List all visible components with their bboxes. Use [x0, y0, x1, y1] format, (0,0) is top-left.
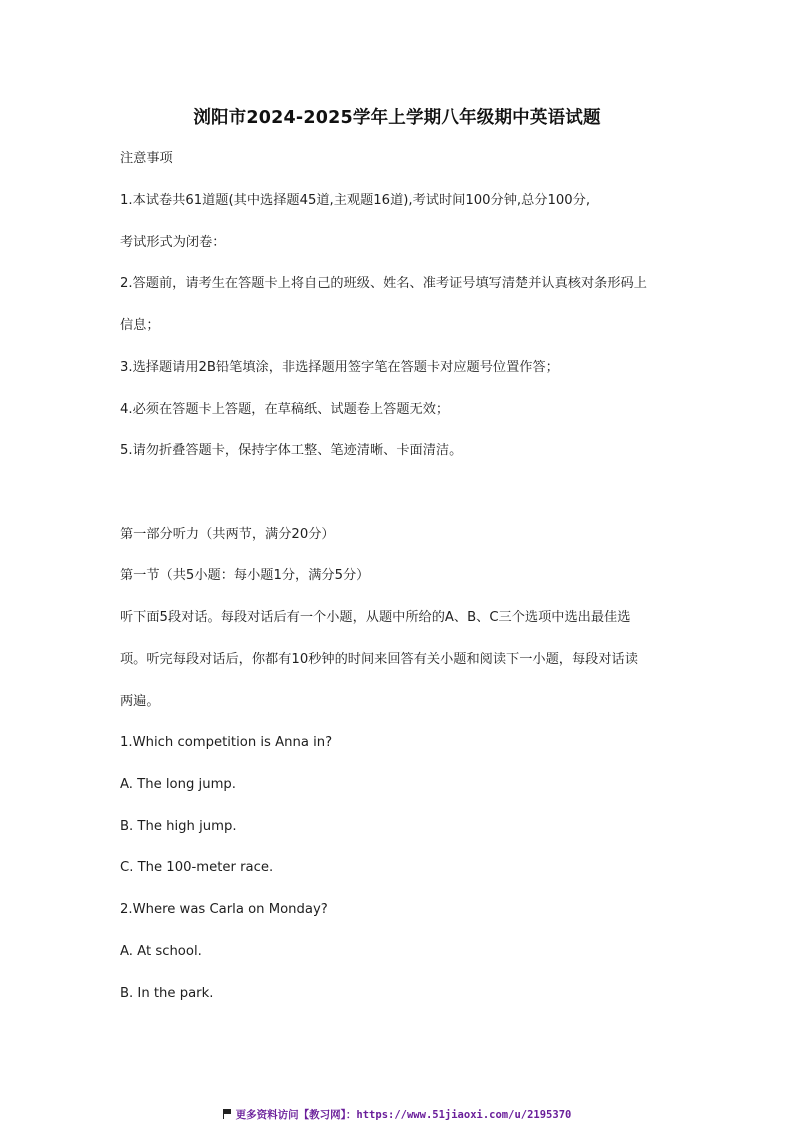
notice-item-2-line1: 2.答题前，请考生在答题卡上将自己的班级、姓名、准考证号填写清楚并认真核对条形码上: [120, 276, 647, 291]
part1-heading: 第一部分听力（共两节，满分20分）: [120, 527, 335, 542]
document-title: 浏阳市2024-2025学年上学期八年级期中英语试题: [193, 108, 601, 128]
footer-text: 更多资料访问【教习网】：https://www.51jiaoxi.com/u/2195370: [235, 1109, 572, 1121]
question-1: 1.Which competition is Anna in?: [120, 735, 333, 750]
question-2-option-a: A. At school.: [120, 944, 202, 959]
notice-item-1-line1: 1.本试卷共61道题(其中选择题45道,主观题16道),考试时间100分钟,总分100分,: [120, 193, 591, 208]
notice-item-5: 5.请勿折叠答题卡，保持字体工整、笔迹清晰、卡面清洁。: [120, 443, 463, 458]
question-1-option-c: C. The 100-meter race.: [120, 860, 274, 875]
notice-item-3: 3.选择题请用2B铅笔填涂，非选择题用签字笔在答题卡对应题号位置作答；: [120, 360, 559, 375]
notice-heading: 注意事项: [120, 151, 173, 166]
footer-link[interactable]: [0, 1107, 794, 1122]
notice-item-1-line2: 考试形式为闭卷：: [120, 235, 226, 250]
notice-item-2-line2: 信息；: [120, 318, 160, 333]
question-2-option-b: B. In the park.: [120, 986, 214, 1001]
question-1-option-b: B. The high jump.: [120, 819, 237, 834]
instructions-line3: 两遍。: [120, 694, 160, 709]
question-2: 2.Where was Carla on Monday?: [120, 902, 328, 917]
section1-heading: 第一节（共5小题：每小题1分，满分5分）: [120, 568, 370, 583]
instructions-line2: 项。听完每段对话后，你都有10秒钟的时间来回答有关小题和阅读下一小题，每段对话读: [120, 652, 638, 667]
instructions-line1: 听下面5段对话。每段对话后有一个小题，从题中所给的A、B、C三个选项中选出最佳选: [120, 610, 631, 625]
flag-icon: [223, 1109, 232, 1119]
question-1-option-a: A. The long jump.: [120, 777, 236, 792]
notice-item-4: 4.必须在答题卡上答题，在草稿纸、试题卷上答题无效；: [120, 402, 450, 417]
